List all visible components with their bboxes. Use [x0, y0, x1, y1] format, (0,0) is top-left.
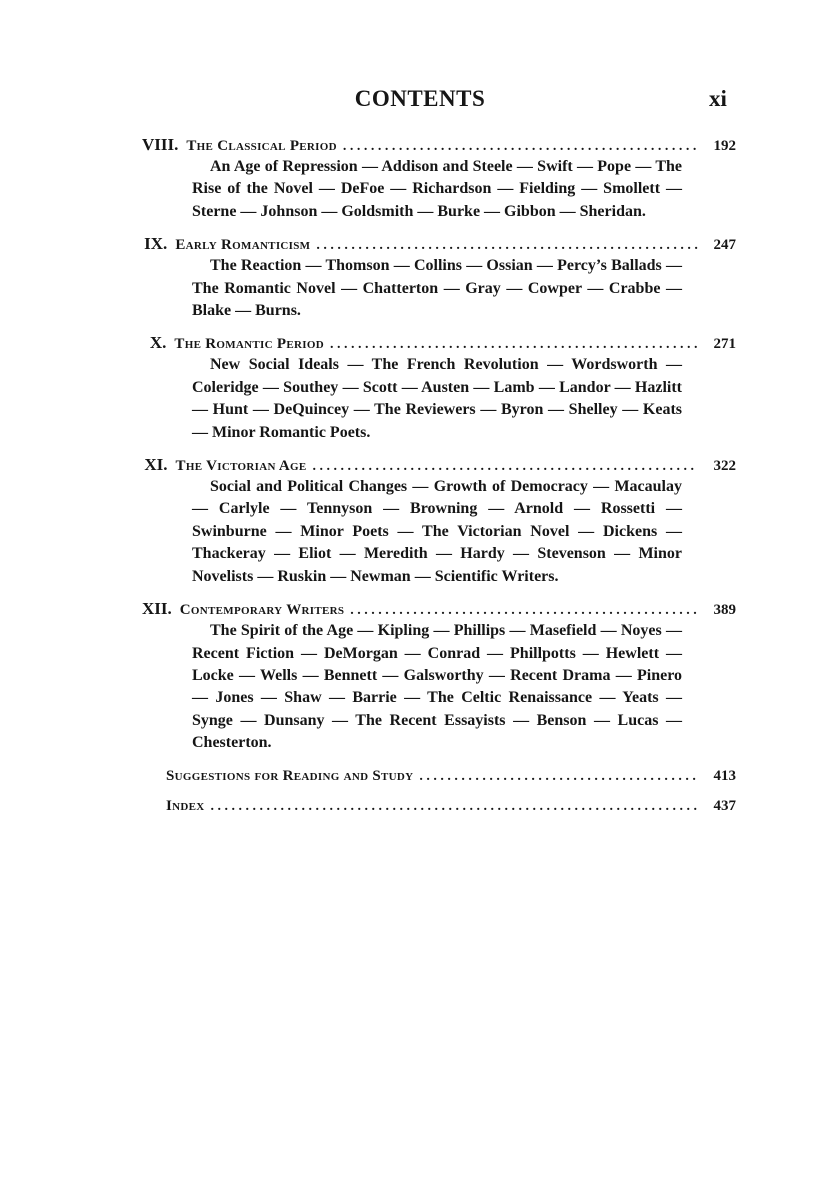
chapter-page: 192 [713, 138, 736, 154]
toc-entry-index [142, 795, 736, 817]
chapter-numeral: VIII. [142, 135, 179, 154]
dot-leader [313, 456, 698, 478]
chapter-summary: New Social Ideals — The French Revolution — Wordsworth — Coleridge — Southey — Scott — Austen — Lamb — Landor — Hazlitt — Hunt — DeQuincey — The Reviewers — Byron — Shelley — Keats — Minor Romantic Poets. [192, 356, 682, 441]
toc-entry-xi [142, 454, 736, 588]
chapter-title: The Victorian Age [175, 458, 307, 475]
toc-entry-x [142, 332, 736, 444]
section-page: 437 [713, 797, 736, 814]
chapter-summary: The Spirit of the Age — Kipling — Phillips — Masefield — Noyes — Recent Fiction — DeMorgan — Conrad — Phillpotts — Hewlett — Locke — Wells — Bennett — Galsworthy — Recent Drama — Pinero — Jones — Shaw — Barrie — The Celtic Renaissance — Yeats — Synge — Dunsany — The Recent Essayists — Benson — Lucas — Chesterton. [192, 622, 682, 752]
chapter-numeral: IX. [144, 234, 168, 254]
dot-leader [343, 136, 698, 158]
chapter-page: 247 [713, 237, 736, 254]
section-page: 413 [713, 767, 736, 784]
dot-leader [211, 796, 698, 818]
dot-leader [419, 766, 698, 788]
chapter-numeral: X. [149, 333, 167, 353]
section-title: Index [166, 797, 205, 814]
chapter-summary: The Reaction — Thomson — Collins — Ossian — Percy’s Ballads — The Romantic Novel — Chatterton — Gray — Cowper — Crabbe — Blake — Burns. [192, 257, 682, 320]
chapter-page: 389 [713, 602, 736, 619]
dot-leader [350, 600, 698, 622]
chapter-page: 271 [713, 336, 736, 353]
chapter-title: The Classical Period [186, 138, 337, 154]
page-title: CONTENTS [354, 86, 486, 111]
chapter-summary: Social and Political Changes — Growth of Democracy — Macaulay — Carlyle — Tennyson — Browning — Arnold — Rossetti — Swinburne — Minor Poets — The Victorian Novel — Dickens — Thackeray — Eliot — Meredith — Hardy — Stevenson — Minor Novelists — Ruskin — Newman — Scientific Writers. [192, 478, 682, 585]
table-of-contents [142, 134, 736, 825]
dot-leader [330, 334, 698, 356]
toc-entry-xii [142, 598, 736, 754]
toc-entry-ix [142, 233, 736, 322]
section-title: Suggestions for Reading and Study [166, 767, 414, 784]
toc-entry-viii [142, 134, 736, 223]
chapter-title: The Romantic Period [174, 336, 324, 353]
toc-entry-suggestions [142, 765, 736, 787]
dot-leader [316, 235, 698, 257]
page-number: xi [709, 86, 727, 111]
chapter-summary: An Age of Repression — Addison and Steele — Swift — Pope — The Rise of the Novel — DeFoe — Richardson — Fielding — Smollett — Sterne — Johnson — Goldsmith — Burke — Gibbon — Sheridan. [192, 158, 682, 220]
chapter-page: 322 [713, 458, 736, 475]
chapter-numeral: XII. [142, 599, 172, 619]
chapter-numeral: XI. [144, 455, 168, 475]
chapter-title: Contemporary Writers [179, 602, 345, 619]
chapter-title: Early Romanticism [175, 237, 311, 254]
